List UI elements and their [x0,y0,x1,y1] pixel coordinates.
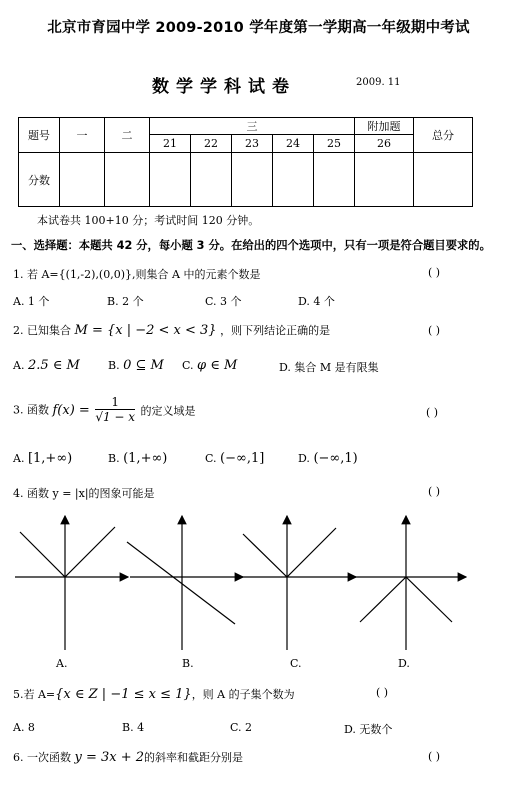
score-cell [314,153,355,207]
q2-option-c-label: C. [182,359,194,372]
answer-paren-2: ( ) [428,324,441,337]
sub-col-24: 24 [273,135,314,153]
row-label-number: 题号 [19,118,60,153]
graph-curve [20,527,115,577]
q3-option-b [108,451,167,466]
col-bonus: 附加题 [355,118,414,135]
q2-option-c-math: φ ∈ M [197,358,238,373]
q2-option-a [13,358,80,373]
col-three: 三 [150,118,355,135]
q3-option-b-math: (1,+∞) [123,451,168,466]
row-label-score: 分数 [19,153,60,207]
q3-option-d-math: (−∞,1) [313,451,358,466]
graph-b [125,512,247,652]
q2-set-expression: M = {x | −2 < x < 3} [74,323,217,338]
q2-option-b [108,358,164,373]
q3-option-c [205,451,264,466]
q1-option-c: C. 3 个 [205,295,242,308]
score-cell [273,153,314,207]
score-cell [150,153,191,207]
q2-option-a-math: 2.5 ∈ M [27,358,80,373]
graph-curve [243,528,336,577]
q2-option-b-label: B. [108,359,120,372]
exam-title: 北京市育园中学 2009-2010 学年度第一学期高一年级期中考试 [47,20,470,36]
q1-option-d: D. 4 个 [298,295,335,308]
q6-suffix: 的斜率和截距分别是 [144,751,244,764]
q3-option-c-label: C. [205,452,217,465]
q5-option-c: C. 2 [230,721,253,734]
sub-col-23: 23 [232,135,273,153]
q5-prefix: 5.若 A= [13,688,56,701]
q5-option-a: A. 8 [13,721,35,734]
q1-option-b: B. 2 个 [107,295,144,308]
q3-fraction [95,396,135,425]
q3-option-d-label: D. [298,452,310,465]
col-two: 二 [105,118,150,153]
graph-label-d: D. [398,657,410,670]
q5-option-d: D. 无数个 [344,723,393,736]
score-cell [105,153,150,207]
answer-paren-5: ( ) [376,686,389,699]
exam-note: 本试卷共 100+10 分；考试时间 120 分钟。 [37,214,260,227]
q2-option-c [182,358,237,373]
question-4: 4. 函数 y = |x|的图象可能是 [13,487,155,500]
exam-date: 2009. 11 [356,77,401,88]
q1-option-a: A. 1 个 [13,295,50,308]
col-one: 一 [60,118,105,153]
q3-option-c-math: (−∞,1] [220,451,265,466]
graph-label-a: A. [56,657,68,670]
question-1: 1. 若 A={(1,-2),(0,0)},则集合 A 中的元素个数是 [13,268,261,281]
score-cell [191,153,232,207]
question-6 [13,749,243,765]
score-cell [60,153,105,207]
question-3 [13,396,196,425]
q3-option-b-label: B. [108,452,120,465]
answer-paren-3: ( ) [426,406,439,419]
graph-label-b: B. [182,657,194,670]
q2-prefix: 2. 已知集合 [13,324,71,337]
sub-col-21: 21 [150,135,191,153]
graph-label-c: C. [290,657,302,670]
answer-paren-4: ( ) [428,485,441,498]
q2-option-a-label: A. [13,359,25,372]
graph-curve [127,542,235,624]
graph-d [352,512,470,652]
q3-numerator: 1 [95,396,135,410]
col-total: 总分 [414,118,473,153]
q6-prefix: 6. 一次函数 [13,751,71,764]
q3-prefix: 3. 函数 [13,403,49,417]
exam-subtitle: 数学学科试卷 [152,77,296,97]
q5-suffix: ，则 A 的子集个数为 [191,688,295,701]
q2-option-b-math: 0 ⊆ M [123,358,164,373]
sub-col-25: 25 [314,135,355,153]
q3-function: f(x) = [52,403,90,418]
score-cell [232,153,273,207]
section-one-heading: 一、选择题：本题共 42 分，每小题 3 分。在给出的四个选项中，只有一项是符合题目要求的。 [11,239,491,252]
q3-option-a-math: [1,+∞) [27,451,73,466]
q5-option-b: B. 4 [122,721,145,734]
q2-option-d: D. 集合 M 是有限集 [279,361,379,374]
sub-col-26: 26 [355,135,414,153]
score-cell [414,153,473,207]
question-5 [13,686,295,702]
answer-paren-1: ( ) [428,266,441,279]
q3-option-d [298,451,358,466]
score-table [18,117,473,207]
q3-suffix: 的定义域是 [140,404,196,418]
q5-set-expression: {x ∈ Z | −1 ≤ x ≤ 1} [55,687,192,702]
score-cell [355,153,414,207]
question-2 [13,322,330,338]
graph-c [238,512,360,652]
q3-denominator: √1 − x [95,410,136,424]
graph-a [10,512,132,652]
q2-suffix: ，则下列结论正确的是 [220,324,331,337]
q6-equation: y = 3x + 2 [74,750,145,765]
sub-col-22: 22 [191,135,232,153]
q3-option-a [13,451,72,466]
q3-option-a-label: A. [13,452,25,465]
answer-paren-6: ( ) [428,750,441,763]
